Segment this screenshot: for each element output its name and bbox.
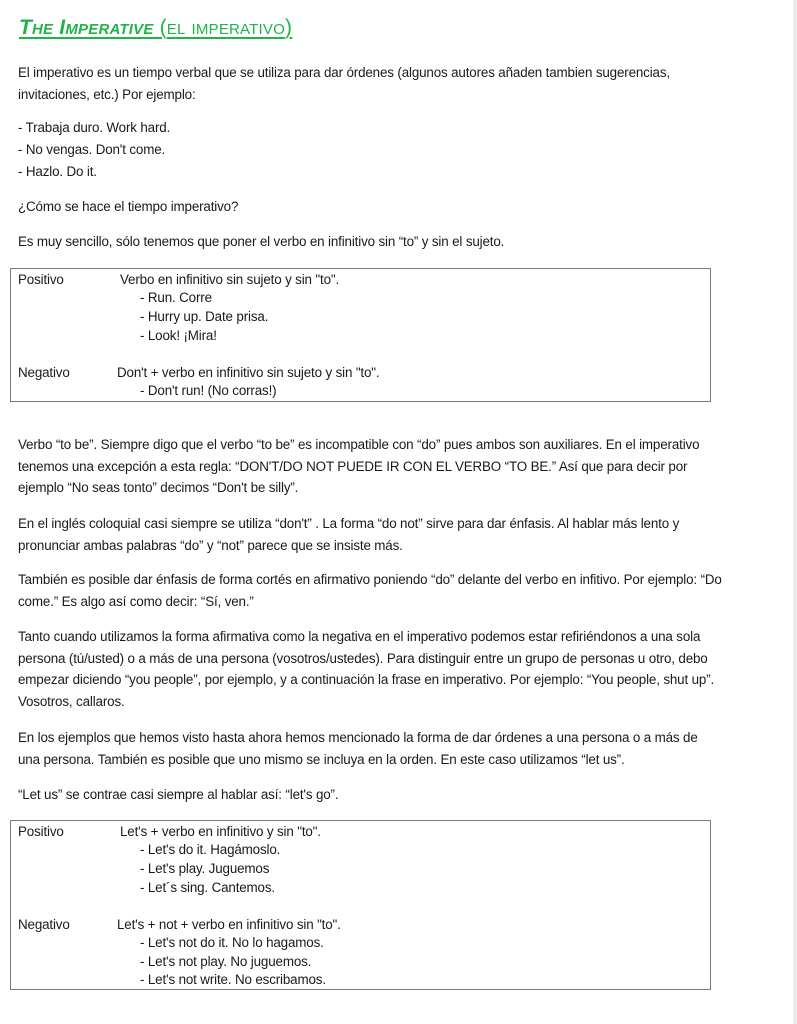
negative-rule: Don't + verbo en infinitivo sin sujeto y sin "to". xyxy=(117,365,380,380)
plural-paragraph: Tanto cuando utilizamos la forma afirmativa como la negativa en el imperativo podemos estar refiriéndonos a una sola persona (tú/usted) o a más de una persona (vosotros/ustedes). Para distinguir entre un grupo de personas u otro, debo empezar diciendo “you people”, por ejemplo, y a continuación la frase en imperativo. Por ejemplo: “You people, shut up”. Vosotros, callaros. xyxy=(18,629,715,709)
negative-label: Negativo xyxy=(18,917,70,932)
positive-example: - Let's play. Juguemos xyxy=(140,861,270,876)
intro-paragraph: El imperativo es un tiempo verbal que se utiliza para dar órdenes (algunos autores añaden tambien sugerencias, invitaciones, etc.) Por ejemplo: xyxy=(18,65,670,102)
negative-label: Negativo xyxy=(18,365,70,380)
title-sub: el imperativo xyxy=(166,16,285,39)
intro-example: - No vengas. Don't come. xyxy=(18,142,166,157)
scrollbar-track[interactable] xyxy=(793,0,797,1024)
positive-label: Positivo xyxy=(18,824,64,839)
to-be-paragraph: Verbo “to be”. Siempre digo que el verbo “to be” es incompatible con “do” pues ambos son auxiliares. En el imperativo tenemos una excepción a esta regla: “DON'T/DO NOT PUEDE IR CON EL VERBO “TO BE.” Así que para decir por ejemplo “No seas tonto” decimos “Don't be silly”. xyxy=(18,437,700,495)
negative-rule: Let's + not + verbo en infinitivo sin "to". xyxy=(117,917,341,932)
answer-text: Es muy sencillo, sólo tenemos que poner el verbo en infinitivo sin “to” y sin el sujeto. xyxy=(18,234,505,249)
positive-label: Positivo xyxy=(18,272,64,287)
question-text: ¿Cómo se hace el tiempo imperativo? xyxy=(18,199,239,214)
title-main: The Imperative xyxy=(19,16,154,39)
page-title xyxy=(19,16,292,40)
negative-example: - Don't run! (No corras!) xyxy=(140,383,277,398)
positive-example: - Look! ¡Mira! xyxy=(140,328,217,343)
positive-example: - Run. Corre xyxy=(140,290,212,305)
intro-example: - Hazlo. Do it. xyxy=(18,164,97,179)
emphasis-paragraph: También es posible dar énfasis de forma cortés en afirmativo poniendo “do” delante del verbo en infitivo. Por ejemplo: “Do come.” Es algo así como decir: “Sí, ven.” xyxy=(18,572,722,609)
intro-example: - Trabaja duro. Work hard. xyxy=(18,120,171,135)
title-paren-open: ( xyxy=(153,16,167,39)
negative-example: - Let's not write. No escribamos. xyxy=(140,972,326,987)
positive-rule: Let's + verbo en infinitivo y sin "to". xyxy=(120,824,321,839)
let-us-paragraph: En los ejemplos que hemos visto hasta ahora hemos mencionado la forma de dar órdenes a una persona o a más de una persona. También es posible que uno mismo se incluya en la orden. En este caso utilizamos “let us”. xyxy=(18,730,698,767)
positive-rule: Verbo en infinitivo sin sujeto y sin "to". xyxy=(120,272,340,287)
dont-paragraph: En el inglés coloquial casi siempre se utiliza “don't” . La forma “do not” sirve para dar énfasis. Al hablar más lento y pronunciar ambas palabras “do” y “not” parece que se insiste más. xyxy=(18,516,680,553)
negative-example: - Let's not do it. No lo hagamos. xyxy=(140,935,324,950)
imperative-rules-box xyxy=(10,268,711,402)
lets-rules-box xyxy=(10,820,711,990)
negative-example: - Let's not play. No juguemos. xyxy=(140,954,312,969)
lets-contraction-paragraph: “Let us” se contrae casi siempre al hablar así: “let's go”. xyxy=(18,787,339,802)
positive-example: - Let´s sing. Cantemos. xyxy=(140,880,275,895)
positive-example: - Hurry up. Date prisa. xyxy=(140,309,269,324)
positive-example: - Let's do it. Hagámoslo. xyxy=(140,842,281,857)
title-paren-close: ) xyxy=(284,16,293,39)
